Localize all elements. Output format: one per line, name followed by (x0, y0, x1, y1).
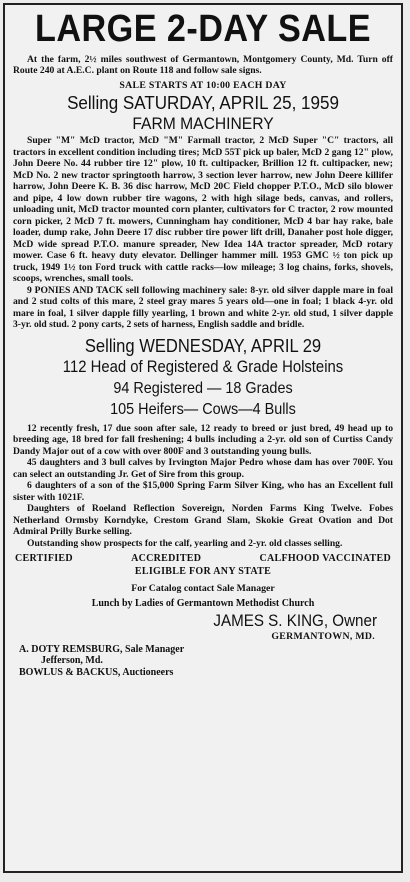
day1-heading: Selling SATURDAY, APRIL 25, 1959 (67, 92, 339, 113)
day2-heading: Selling WEDNESDAY, APRIL 29 (84, 335, 322, 356)
headline: LARGE 2-DAY SALE (35, 8, 371, 50)
accredited-label: ACCREDITED (131, 553, 202, 564)
advertisement (3, 3, 403, 873)
machinery-list: Super "M" McD tractor, McD "M" Farmall tractor, 2 McD Super "C" tractors, all tractors in excellent condition including tires; McD 55T pick up baler, McD 2 gang 12" plow, John Deere No. 44 rubber tire 12" plow, 10 ft. cultipacker, Brillion 12 ft. cultipacker, new; McD No. 2 new tractor springtooth harrow, 3 section lever harrow, new John Deere killifer harrow, John Deere K. B. 36 disc harrow, McD 20C Field chopper P.T.O., McD silo blower and pipe, 4 low down rubber tire wagons, 2 with high silage beds, canvas, and rollers, unloading unit, McD tractor mounted corn planter, cultivators for C tractor, 2 row mounted corn picker, 2 McD 7 ft. mowers, Cunningham hay conditioner, McD 4 bar hay rake, bale loader, dump rake, John Deere 17 disc rubber tire power lift drill, Danaher post hole digger, McD wide spread P.T.O. manure spreader, New Idea 14A tractor spreader, McD rotary mower. Case 6 ft. heavy duty elevator. Dellinger hammer mill. 1953 GMC ½ ton pick up truck, 1949 1½ ton Ford truck with cattle racks—low mileage; 3 log chains, forks, shovels, scoops, wrenches, small tools. (13, 135, 393, 284)
cattle-paragraph: 12 recently fresh, 17 due soon after sale, 12 ready to breed or just bred, 49 head up to breeding age, 18 bred for fall freshening; 4 bulls including a 2-yr. old son of Curtiss Candy Dandy Major out of a cow with over 800F and 3 outstanding young bulls. (13, 422, 393, 457)
lunch-line: Lunch by Ladies of Germantown Methodist Church (91, 598, 315, 609)
sale-start-time: SALE STARTS AT 10:00 EACH DAY (119, 80, 287, 91)
certified-label: CERTIFIED (15, 553, 73, 564)
certification-row (15, 553, 391, 564)
catalog-line: For Catalog contact Sale Manager (131, 583, 275, 594)
location-text: At the farm, 2½ miles southwest of Germantown, Montgomery County, Md. Turn off Route 240 at A.E.C. plant on Route 118 and follow sale signs. (13, 54, 393, 76)
cattle-paragraph: 45 daughters and 3 bull calves by Irvington Major Pedro whose dam has over 700F. You can select an outstanding Jr. Get of Sire from this group. (13, 457, 393, 480)
herd-heading: 112 Head of Registered & Grade Holsteins (62, 357, 344, 376)
cattle-paragraph: Outstanding show prospects for the calf, yearling and 2-yr. old classes selling. (27, 537, 343, 549)
auctioneers: BOWLUS & BACKUS, Auctioneers (19, 667, 174, 678)
ponies-list: 9 PONIES AND TACK sell following machinery sale: 8-yr. old silver dapple mare in foal and 2 stud colts of this mare, 2 steel gray mares 5 years old—one in foal; 1 black 4-yr. old mare in foal, 1 silver dapple filly yearling, 1 brown and white 2-yr. old stud, 1 silver dapple 3-yr. old stud. 2 pony carts, 2 sets of harness, English saddle and bridle. (13, 284, 393, 330)
eligible-line: ELIGIBLE FOR ANY STATE (134, 566, 272, 577)
sale-manager: A. DOTY REMSBURG, Sale Manager (19, 644, 185, 655)
sale-manager-town: Jefferson, Md. (41, 655, 103, 666)
farm-machinery-heading: FARM MACHINERY (132, 114, 274, 133)
cattle-paragraph: 6 daughters of a son of the $15,000 Spring Farm Silver King, who has an Excellent full sister with 1021F. (13, 480, 393, 503)
heifers-cows-bulls: 105 Heifers— Cows—4 Bulls (110, 400, 296, 418)
cattle-paragraph: Daughters of Roeland Reflection Sovereign, Norden Farms King Twelve. Fobes Netherland Ormsby Korndyke, Crestom Grand Slam, Skokie Great Ovation and Dot Admiral Prilly Burke selling. (13, 503, 393, 537)
registered-grades: 94 Registered — 18 Grades (113, 379, 293, 397)
owner-town: GERMANTOWN, MD. (271, 631, 375, 642)
vaccinated-label: CALFHOOD VACCINATED (259, 553, 391, 564)
owner-name: JAMES S. KING, Owner (213, 612, 377, 630)
